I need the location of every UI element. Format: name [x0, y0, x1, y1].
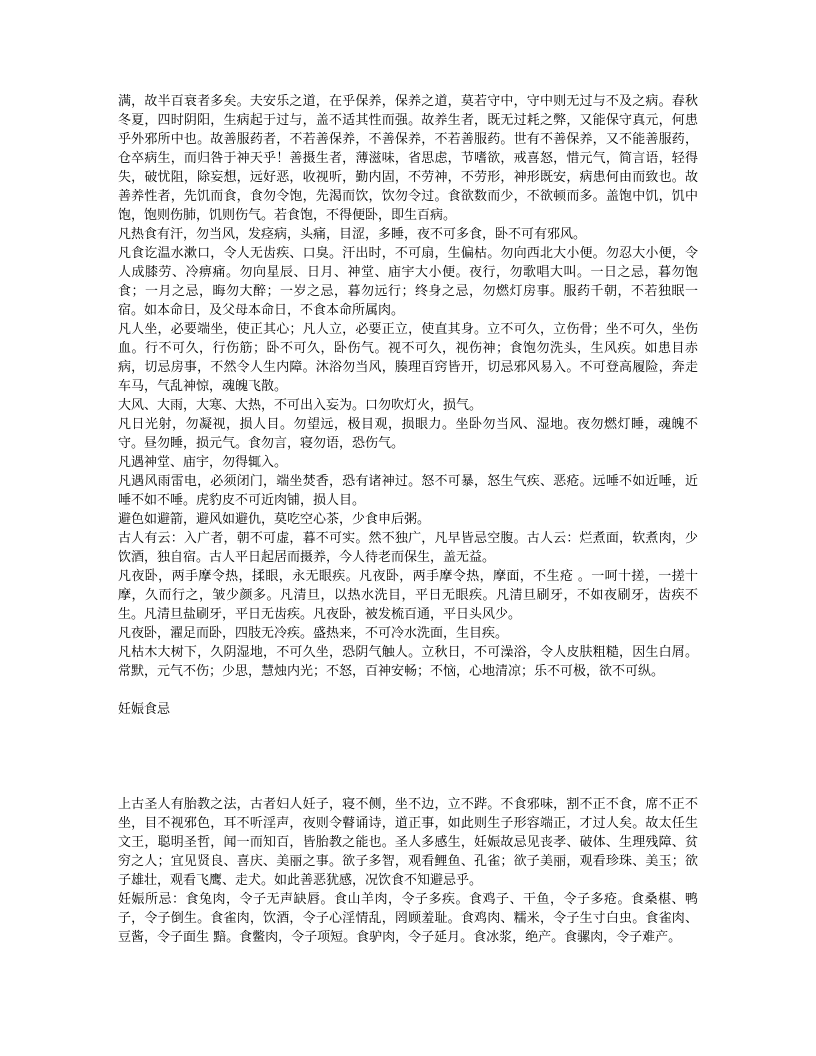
paragraph: 避色如避箭，避风如避仇，莫吃空心茶，少食申后粥。 — [118, 512, 431, 527]
paragraph: 妊娠所忌：食兔肉，令子无声缺唇。食山羊肉，令子多疾。食鸡子、干鱼，令子多疮。食桑椹、鸭子，令子倒生。食雀肉，饮酒，令子心淫情乱，罔顾羞耻。食鸡肉、糯米，令子生寸白虫。食雀肉、豆酱，令子面生 黯。食鳖肉，令子项短。食驴肉，令子延月。食冰浆，绝产。食骡肉，令子难产。 — [118, 892, 698, 945]
paragraph: 凡夜卧，濯足而卧，四肢无冷疾。盛热来，不可冷水洗面，生目疾。 — [118, 626, 509, 641]
section-heading: 妊娠食忌 — [118, 702, 171, 717]
paragraph: 凡人坐，必要端坐，使正其心；凡人立，必要正立，使直其身。立不可久，立伤骨；坐不可久，坐伤血。行不可久，行伤筋；卧不可久，卧伤气。视不可久，视伤神；食饱勿洗头，生风疾。如患目赤病，切忌房事，不然令人生内障。沐浴勿当风，腠理百窍皆开，切忌邪风易入。不可登高履险，奔走车马，气乱神惊，魂魄飞散。 — [118, 322, 698, 394]
paragraph: 凡食讫温水漱口，令人无齿疾、口臭。汗出时，不可扇，生偏枯。勿向西北大小便。勿忍大小便，令人成膝劳、冷痹痛。勿向星辰、日月、神堂、庙宇大小便。夜行，勿歌唱大叫。一日之忌，暮勿饱食；一月之忌，晦勿大醉；一岁之忌，暮勿远行；终身之忌，勿燃灯房事。服药千朝，不若独眠一宿。如本命日，及父母本命日，不食本命所属肉。 — [118, 246, 698, 318]
paragraph: 大风、大雨，大寒、大热，不可出入妄为。口勿吹灯火，损气。 — [118, 398, 483, 413]
paragraph: 凡枯木大树下，久阴湿地，不可久坐，恐阴气触人。立秋日，不可澡浴，令人皮肤粗糙，因生白屑。常默，元气不伤；少思，慧烛内光；不怒，百神安畅；不恼，心地清凉；乐不可极，欲不可纵。 — [118, 645, 698, 679]
paragraph: 上古圣人有胎教之法，古者妇人妊子，寝不侧，坐不边，立不跸。不食邪味，割不正不食，席不正不坐，目不视邪色，耳不听淫声，夜则令瞽诵诗，道正事，如此则生子形容端正，才过人矣。故太任生文王，聪明圣哲，闻一而知百，皆胎教之能也。圣人多感生，妊娠故忌见丧孝、破体、生理残障、贫穷之人；宜见贤良、喜庆、美丽之事。欲子多智，观看鲤鱼、孔雀；欲子美丽，观看珍珠、美玉；欲子雄壮，观看飞鹰、走犬。如此善恶犹感，况饮食不知避忌乎。 — [118, 797, 698, 888]
paragraph: 凡遇风雨雷电，必须闭门，端坐焚香，恐有诸神过。怒不可暴，怒生气疾、恶疮。远唾不如近唾，近唾不如不唾。虎豹皮不可近肉铺，损人目。 — [118, 474, 698, 508]
paragraph: 凡热食有汗，勿当风，发痉病，头痛，目涩，多睡，夜不可多食，卧不可有邪风。 — [118, 227, 587, 242]
paragraph: 凡夜卧，两手摩令热，揉眼，永无眼疾。凡夜卧，两手摩令热，摩面，不生疮 。一呵十搓，一搓十摩，久而行之，皱少颜多。凡清旦，以热水洗目，平日无眼疾。凡清旦刷牙，不如夜刷牙，齿疾不生。凡清旦盐刷牙，平日无齿疾。凡夜卧，被发梳百通，平日头风少。 — [118, 569, 698, 622]
document-page — [118, 92, 698, 947]
paragraph: 满，故半百衰者多矣。夫安乐之道，在乎保养，保养之道，莫若守中，守中则无过与不及之病。春秋冬夏，四时阴阳，生病起于过与，盖不适其性而强。故养生者，既无过耗之弊，又能保守真元，何患乎外邪所中也。故善服药者，不若善保养，不善保养，不若善服药。世有不善保养，又不能善服药，仓卒病生，而归咎于神天乎！善摄生者，薄滋味，省思虑，节嗜欲，戒喜怒，惜元气，简言语，轻得失，破忧阻，除妄想，远好恶，收视听，勤内固，不劳神，不劳形，神形既安，病患何由而致也。故善养性者，先饥而食，食勿令饱，先渴而饮，饮勿令过。食欲数而少，不欲顿而多。盖饱中饥，饥中饱，饱则伤肺，饥则伤气。若食饱，不得便卧，即生百病。 — [118, 94, 698, 223]
paragraph: 凡日光射，勿凝视，损人目。勿望远，极目观，损眼力。坐卧勿当风、湿地。夜勿燃灯睡，魂魄不守。昼勿睡，损元气。食勿言，寝勿语，恐伤气。 — [118, 417, 698, 451]
paragraph: 古人有云：入广者，朝不可虚，暮不可实。然不独广，凡早皆忌空腹。古人云：烂煮面，软煮肉，少饮酒，独自宿。古人平日起居而摄养，今人待老而保生，盖无益。 — [118, 531, 698, 565]
paragraph: 凡遇神堂、庙宇，勿得辄入。 — [118, 455, 288, 470]
